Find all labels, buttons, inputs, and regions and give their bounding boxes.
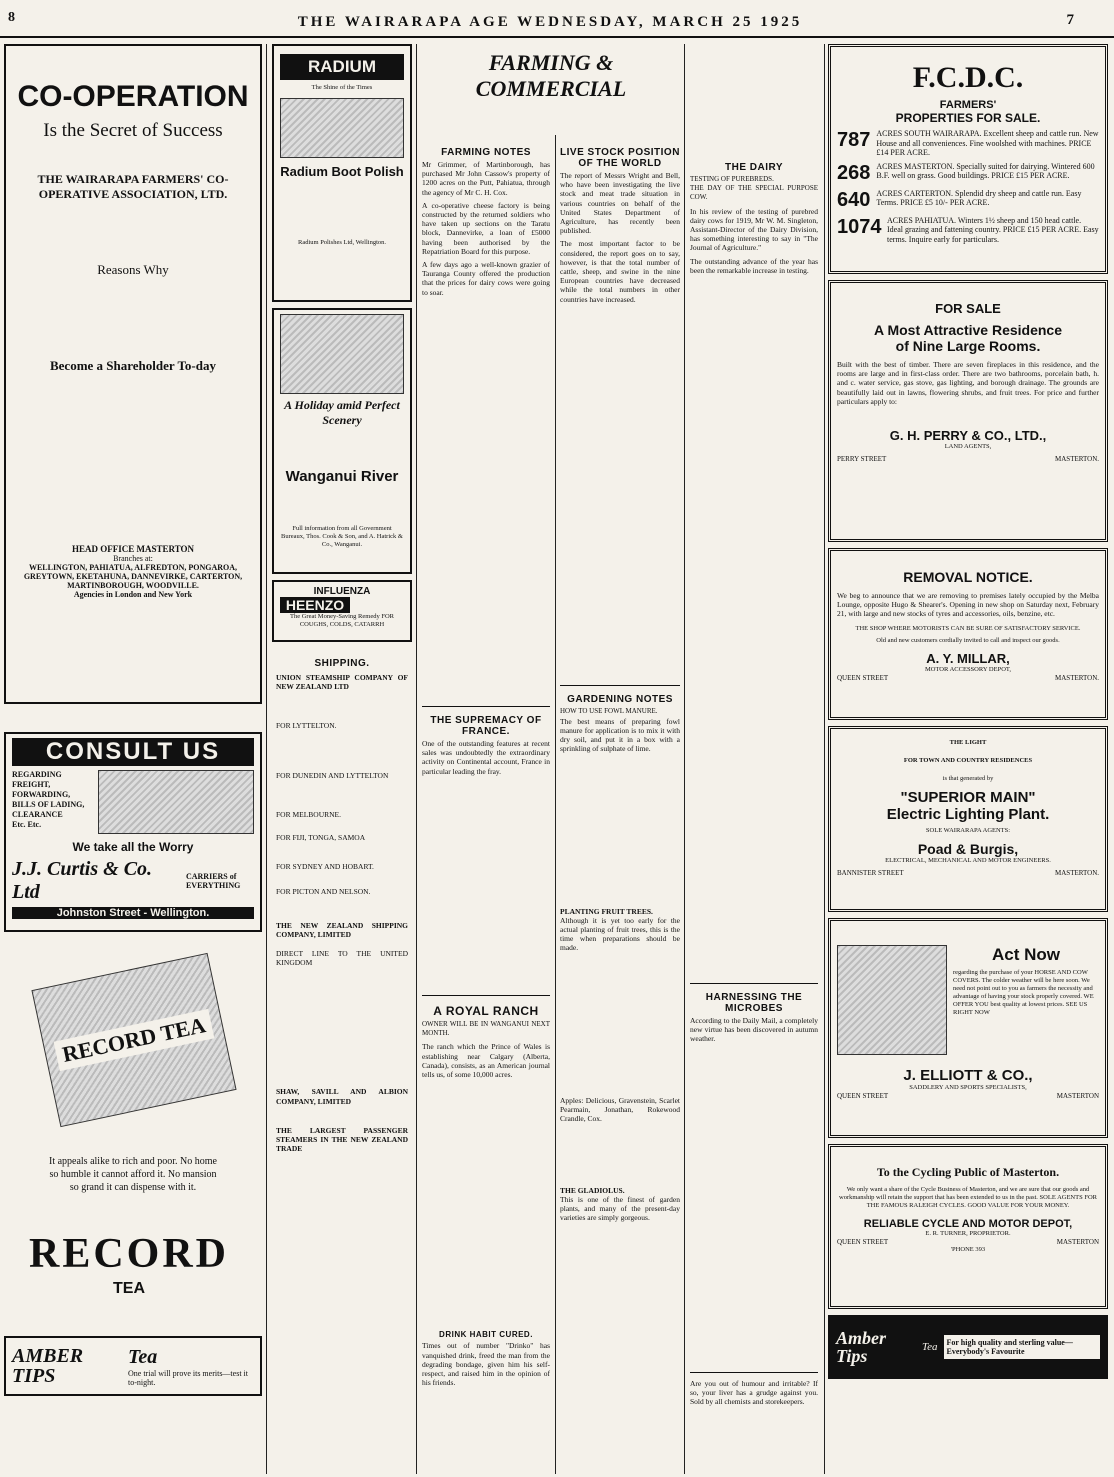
coop-title: CO-OPERATION bbox=[17, 80, 249, 113]
cycling-depot: RELIABLE CYCLE AND MOTOR DEPOT, bbox=[863, 1218, 1073, 1230]
closing-para: Are you out of humour and irritable? If so, your liver has a grudge against you. Sold by all chemists and storekeepers. bbox=[690, 1378, 818, 1407]
coop-reasons: Reasons Why bbox=[97, 262, 169, 277]
removal-body: We beg to announce that we are removing to premises lately occupied by the Melba Lounge, opposite Hugo & Shearer's. Opening in new shop on Saturday next, February 21, with large and new stocks of tyres and accessories, oils, benzine, etc. bbox=[837, 591, 1099, 619]
farming-logo: FARMING & COMMERCIAL bbox=[475, 50, 627, 101]
wanganui-river: Wanganui River bbox=[285, 468, 399, 485]
listing-acres: 1074 bbox=[837, 215, 882, 238]
consult-item: Etc. Etc. bbox=[12, 820, 42, 829]
for-sale-town: MASTERTON. bbox=[1055, 455, 1099, 464]
gladiolus-head: THE GLADIOLUS. bbox=[560, 1185, 625, 1195]
light-line1: THE LIGHT bbox=[949, 739, 987, 746]
coop-head-office: HEAD OFFICE MASTERTON bbox=[71, 544, 195, 554]
influenza-product: HEENZO bbox=[280, 597, 350, 613]
amber-brand-left: AMBER TIPS bbox=[12, 1345, 84, 1387]
radium-logo: RADIUM bbox=[280, 54, 404, 80]
light-town: MASTERTON. bbox=[1055, 869, 1099, 877]
record-word: RECORD bbox=[28, 1231, 229, 1277]
livestock-head: LIVE STOCK POSITION OF THE WORLD bbox=[560, 147, 680, 169]
page-number-left: 8 bbox=[8, 10, 15, 25]
drink-para: Times out of number "Drinko" has vanquished drink, freed the man from the degrading bondage, given him his self-respect, and raised him in the opinion of his friends. bbox=[422, 1341, 550, 1388]
farming-para: A co-operative cheese factory is being constructed by the returned soldiers who have taken up sections on the Taratu block, Dannevirke, a loan of £5000 having been authorised by the Repatriation Board for this purpose. bbox=[422, 200, 550, 256]
radium-tagline: The Shine of the Times bbox=[311, 84, 373, 91]
removal-invite: Old and new customers cordially invited to call and inspect our goods. bbox=[876, 636, 1060, 644]
removal-name: A. Y. MILLAR, bbox=[926, 650, 1010, 666]
act-now-body: regarding the purchase of your HORSE AND COW COVERS. The colder weather will be here soon. We need not point out to you as farmers the necessity and advantage of having your stock properly covered. WE OFFER YOU best quality at lowest prices. SEE US RIGHT NOW bbox=[953, 969, 1094, 1016]
listing-acres: 640 bbox=[837, 188, 871, 211]
wanganui-scene: A Holiday amid Perfect Scenery bbox=[284, 398, 400, 427]
wanganui-ad bbox=[272, 308, 412, 574]
clerk-illustration bbox=[98, 770, 254, 834]
amber-tips-ad-left bbox=[4, 1336, 262, 1396]
cycling-body: We only want a share of the Cycle Business of Masterton, and we are sure that our goods and workmanship will retain the support that has been extended to us in the past. SOLE AGENTS FOR THE FAMOUS RALEIGH CYCLES. GOOD VALUE FOR YOUR MONEY. bbox=[839, 1186, 1097, 1209]
light-line3: is that generated by bbox=[942, 775, 994, 782]
column-2 bbox=[272, 44, 412, 1474]
column-rule bbox=[416, 44, 417, 1474]
radium-note: Radium Polishes Ltd, Wellington. bbox=[297, 239, 386, 246]
record-appeal: It appeals alike to rich and poor. No home so humble it cannot afford it. No mansion so grand it can dispense with it. bbox=[48, 1156, 217, 1193]
dairy-sub1: TESTING OF PUREBREDS. bbox=[690, 175, 774, 183]
act-now-street: QUEEN STREET bbox=[837, 1092, 889, 1100]
removal-street: QUEEN STREET bbox=[837, 673, 889, 682]
shipping-line: SHAW, SAVILL AND ALBION COMPANY, LIMITED bbox=[276, 1087, 408, 1106]
column-rule bbox=[824, 44, 825, 1474]
column-4 bbox=[558, 44, 682, 1474]
consult-firm: J.J. Curtis & Co. Ltd bbox=[12, 858, 153, 903]
influenza-ad bbox=[272, 580, 412, 642]
consult-carriers: CARRIERS of EVERYTHING bbox=[185, 872, 241, 890]
consult-item: FREIGHT, bbox=[12, 780, 51, 789]
tea-packet-illustration bbox=[31, 953, 236, 1127]
shipping-line: THE NEW ZEALAND SHIPPING COMPANY, LIMITED bbox=[276, 920, 408, 939]
light-street: BANNISTER STREET bbox=[837, 869, 904, 877]
act-now-ad bbox=[828, 918, 1108, 1138]
radium-brand: Radium Boot Polish bbox=[280, 164, 404, 179]
consult-item: CLEARANCE bbox=[12, 810, 63, 819]
dairy-sub2: THE DAY OF THE SPECIAL PURPOSE COW. bbox=[690, 184, 818, 202]
consult-worry: We take all the Worry bbox=[72, 840, 194, 854]
coop-org: THE WAIRARAPA FARMERS' CO-OPERATIVE ASSOCIATION, LTD. bbox=[37, 172, 229, 201]
for-sale-line1: A Most Attractive Residence bbox=[873, 322, 1062, 338]
consult-item: BILLS OF LADING, bbox=[12, 800, 85, 809]
consult-address: Johnston Street - Wellington. bbox=[12, 907, 254, 919]
dairy-head: THE DAIRY bbox=[724, 162, 784, 173]
shipping-title: SHIPPING. bbox=[314, 658, 370, 669]
cycling-title: To the Cycling Public of Masterton. bbox=[876, 1165, 1060, 1179]
light-ad bbox=[828, 726, 1108, 912]
consult-item: FORWARDING, bbox=[12, 790, 71, 799]
shipping-line: THE LARGEST PASSENGER STEAMERS IN THE NEW ZEALAND TRADE bbox=[276, 1125, 408, 1154]
column-rule bbox=[684, 44, 685, 1474]
page-number-right: 7 bbox=[1066, 12, 1074, 28]
removal-depot: MOTOR ACCESSORY DEPOT, bbox=[924, 665, 1012, 673]
light-plant: Electric Lighting Plant. bbox=[886, 806, 1050, 823]
polish-tin-illustration bbox=[280, 98, 404, 158]
influenza-sub: The Great Money-Saving Remedy FOR COUGHS, COLDS, CATARRH bbox=[290, 613, 394, 628]
for-sale-street: PERRY STREET bbox=[837, 455, 887, 464]
livestock-para: The report of Messrs Wright and Bell, who have been investigating the live stock and meat trade situation in various countries on behalf of the United States Department of Agriculture, has recently been published. bbox=[560, 171, 680, 236]
cycling-street: QUEEN STREET bbox=[837, 1238, 889, 1246]
listing-desc: ACRES PAHIATUA. Winters 1½ sheep and 150 head cattle. Ideal grazing and fattening country. PRICE £15 PER ACRE. Easy terms. Inquire early for particulars. bbox=[887, 215, 1099, 244]
record-tea-ad bbox=[4, 940, 262, 1340]
fruit-para: Although it is yet too early for the actual planting of fruit trees, this is the time when preparations should be made. bbox=[560, 915, 680, 953]
listing-acres: 268 bbox=[837, 161, 871, 184]
amber-tea-right: Tea bbox=[922, 1341, 938, 1353]
light-brand: "SUPERIOR MAIN" bbox=[900, 789, 1036, 806]
shipping-line: DIRECT LINE TO THE UNITED KINGDOM bbox=[276, 949, 408, 968]
consult-ad bbox=[4, 732, 262, 932]
light-line2: FOR TOWN AND COUNTRY RESIDENCES bbox=[903, 757, 1033, 764]
supremacy-para: One of the outstanding features at recent sales was undoubtedly the extraordinary activity on Continental account, France in particular leading the fray. bbox=[422, 739, 550, 776]
shipping-line: FOR FIJI, TONGA, SAMOA bbox=[276, 833, 366, 843]
fcdc-properties: PROPERTIES FOR SALE. bbox=[895, 111, 1041, 125]
cycling-prop: E. R. TURNER, PROPRIETOR. bbox=[925, 1230, 1011, 1237]
act-now-trade: SADDLERY AND SPORTS SPECIALISTS, bbox=[909, 1084, 1027, 1091]
livestock-para: The most important factor to be considered, the report goes on to say, however, is that the total number of cattle, sheep, and swine in the nine European countries have decreased while the total numbers in other countries have increased. bbox=[560, 239, 680, 304]
fcdc-farmers: FARMERS' bbox=[939, 99, 997, 111]
coop-subtitle: Is the Secret of Success bbox=[43, 120, 223, 141]
microbes-para: According to the Daily Mail, a completely new virtue has been discovered in autumn weather. bbox=[690, 1015, 818, 1044]
shipping-line: FOR MELBOURNE. bbox=[276, 809, 342, 819]
influenza-title: INFLUENZA bbox=[313, 586, 371, 597]
light-agents: SOLE WAIRARAPA AGENTS: bbox=[925, 827, 1011, 834]
fcdc-title: F.C.D.C. bbox=[912, 61, 1024, 94]
listing bbox=[837, 216, 1099, 245]
horse-illustration bbox=[837, 945, 947, 1055]
fcdc-ad bbox=[828, 44, 1108, 274]
gardening-para: The best means of preparing fowl manure for application is to mix it with dry soil, and put it in a box with a sprinkling of sulphate of lime. bbox=[560, 716, 680, 754]
gardening-head: GARDENING NOTES bbox=[567, 694, 673, 706]
wanganui-info: Full information from all Government Bureaux, Thos. Cook & Son, and A. Hatrick & Co., Wanganui. bbox=[281, 525, 403, 548]
coop-branches: Branches at: bbox=[113, 554, 153, 563]
dairy-para: The outstanding advance of the year has been the remarkable increase in testing. bbox=[690, 256, 818, 275]
farming-notes-head: FARMING NOTES bbox=[441, 147, 531, 158]
listing bbox=[837, 129, 1099, 158]
listing-desc: ACRES CARTERTON. Splendid dry sheep and cattle run. Easy Terms. PRICE £5 10/- PER ACRE. bbox=[876, 188, 1082, 208]
removal-motto: THE SHOP WHERE MOTORISTS CAN BE SURE OF SATISFACTORY SERVICE. bbox=[855, 624, 1081, 632]
act-now-title: Act Now bbox=[992, 945, 1060, 964]
fruit-head: PLANTING FRUIT TREES. bbox=[560, 906, 653, 916]
gladiolus-para: This is one of the finest of garden plants, and many of the present-day varieties are simply gorgeous. bbox=[560, 1195, 680, 1223]
amber-tips-ad-right bbox=[828, 1315, 1108, 1379]
for-sale-line2: of Nine Large Rooms. bbox=[895, 338, 1041, 354]
shipping-line: FOR LYTTELTON. bbox=[276, 721, 337, 731]
amber-note-left: One trial will prove its merits—test it to-night. bbox=[128, 1368, 248, 1387]
coop-branch-list: WELLINGTON, PAHIATUA, ALFREDTON, PONGAROA, GREYTOWN, EKETAHUNA, DANNEVIRKE, CARTERTON, MARTINBOROUGH, WOODVILLE. bbox=[23, 563, 243, 590]
for-sale-agent-sub: LAND AGENTS, bbox=[944, 443, 992, 451]
cycling-ad bbox=[828, 1144, 1108, 1309]
record-tea: TEA bbox=[113, 1280, 145, 1297]
farming-para: A few days ago a well-known grazier of Tauranga County offered the production that the prices for dairy cows were going to soar. bbox=[422, 260, 550, 297]
gardening-sub: HOW TO USE FOWL MANURE. bbox=[560, 707, 658, 716]
masthead: THE WAIRARAPA AGE WEDNESDAY, MARCH 25 1925 bbox=[297, 14, 803, 30]
page-header bbox=[0, 0, 1114, 38]
shipping-line: FOR DUNEDIN AND LYTTELTON bbox=[276, 770, 389, 780]
column-1 bbox=[4, 44, 262, 1474]
column-5 bbox=[688, 44, 820, 1474]
listing bbox=[837, 162, 1099, 185]
column-rule bbox=[555, 135, 556, 1474]
act-now-name: J. ELLIOTT & CO., bbox=[903, 1067, 1033, 1084]
column-rule bbox=[266, 44, 267, 1474]
river-scene-illustration bbox=[280, 314, 404, 394]
shipping-line: FOR PICTON AND NELSON. bbox=[276, 887, 371, 897]
shipping-column bbox=[272, 648, 412, 1155]
light-firm: Poad & Burgis, bbox=[917, 841, 1019, 857]
coop-become: Become a Shareholder To-day bbox=[49, 358, 216, 373]
shipping-line: FOR SYDNEY AND HOBART. bbox=[276, 862, 374, 872]
removal-title: REMOVAL NOTICE. bbox=[903, 569, 1033, 585]
dairy-para: In his review of the testing of purebred dairy cows for 1919, Mr W. M. Singleton, Assistant-Director of the Dairy Division, has something interesting to say in "The Journal of Agriculture." bbox=[690, 206, 818, 253]
listing bbox=[837, 189, 1099, 212]
listing-desc: ACRES SOUTH WAIRARAPA. Excellent sheep and cattle run. New House and all conveniences. Fine woolshed with machines. PRICE £14 PER ACRE. bbox=[876, 129, 1099, 158]
amber-slogan-right: For high quality and sterling value—Everybody's Favourite bbox=[944, 1335, 1101, 1359]
light-trade: ELECTRICAL, MECHANICAL AND MOTOR ENGINEERS. bbox=[885, 857, 1051, 864]
record-brand: RECORD TEA bbox=[54, 1009, 214, 1071]
supremacy-head: THE SUPREMACY OF FRANCE. bbox=[430, 715, 542, 738]
for-sale-ad bbox=[828, 280, 1108, 542]
consult-item: REGARDING bbox=[12, 770, 62, 779]
removal-town: MASTERTON. bbox=[1055, 673, 1099, 682]
removal-ad bbox=[828, 548, 1108, 720]
act-now-town: MASTERTON bbox=[1056, 1092, 1099, 1100]
cycling-phone: 'PHONE 393 bbox=[950, 1246, 986, 1253]
amber-brand-right: Amber Tips bbox=[836, 1328, 887, 1366]
coop-agencies: Agencies in London and New York bbox=[73, 590, 193, 599]
for-sale-agent: G. H. PERRY & CO., LTD., bbox=[889, 428, 1047, 444]
for-sale-title: FOR SALE bbox=[935, 301, 1001, 316]
coop-ad bbox=[4, 44, 262, 704]
microbes-head: HARNESSING THE MICROBES bbox=[705, 991, 803, 1014]
farming-para: Mr Grimmer, of Martinborough, has purchased Mr John Cassow's property of 1200 acres on the Putt, Pahiatua, through the agency of Mr C. H. Cox. bbox=[422, 160, 550, 197]
listing-acres: 787 bbox=[837, 129, 871, 151]
cycling-town: MASTERTON bbox=[1056, 1238, 1099, 1246]
amber-tea-left: Tea bbox=[128, 1345, 158, 1368]
column-6 bbox=[828, 44, 1108, 1474]
ranch-sub: OWNER WILL BE IN WANGANUI NEXT MONTH. bbox=[422, 1020, 550, 1038]
ranch-head: A ROYAL RANCH bbox=[433, 1004, 539, 1019]
for-sale-body: Built with the best of timber. There are seven fireplaces in this residence, and the rooms are large and in first-class order. There are two bathrooms, porcelain bath, h. and c. water service, gas stove, gas lighting, and borough drainage. The grounds are beautifully laid out in lawns, flowering shrubs, and fruit trees. For price and further particulars apply to: bbox=[837, 360, 1099, 406]
listing-desc: ACRES MASTERTON. Specially suited for dairying. Wintered 600 B.F. well on grass. Good buildings. PRICE £15 PER ACRE. bbox=[876, 161, 1095, 181]
consult-title: CONSULT US bbox=[12, 738, 254, 766]
drink-head: DRINK HABIT CURED. bbox=[439, 1330, 533, 1340]
apples-para: Apples: Delicious, Gravenstein, Scarlet Pearmain, Jonathan, Rokewood Crandle, Cox. bbox=[560, 1095, 680, 1124]
shipping-line: UNION STEAMSHIP COMPANY OF NEW ZEALAND LTD bbox=[276, 673, 408, 692]
ranch-para: The ranch which the Prince of Wales is establishing near Calgary (Alberta, Canada), consists, as an American journal tells us, of some 10,000 acres. bbox=[422, 1042, 550, 1080]
radium-ad bbox=[272, 44, 412, 302]
